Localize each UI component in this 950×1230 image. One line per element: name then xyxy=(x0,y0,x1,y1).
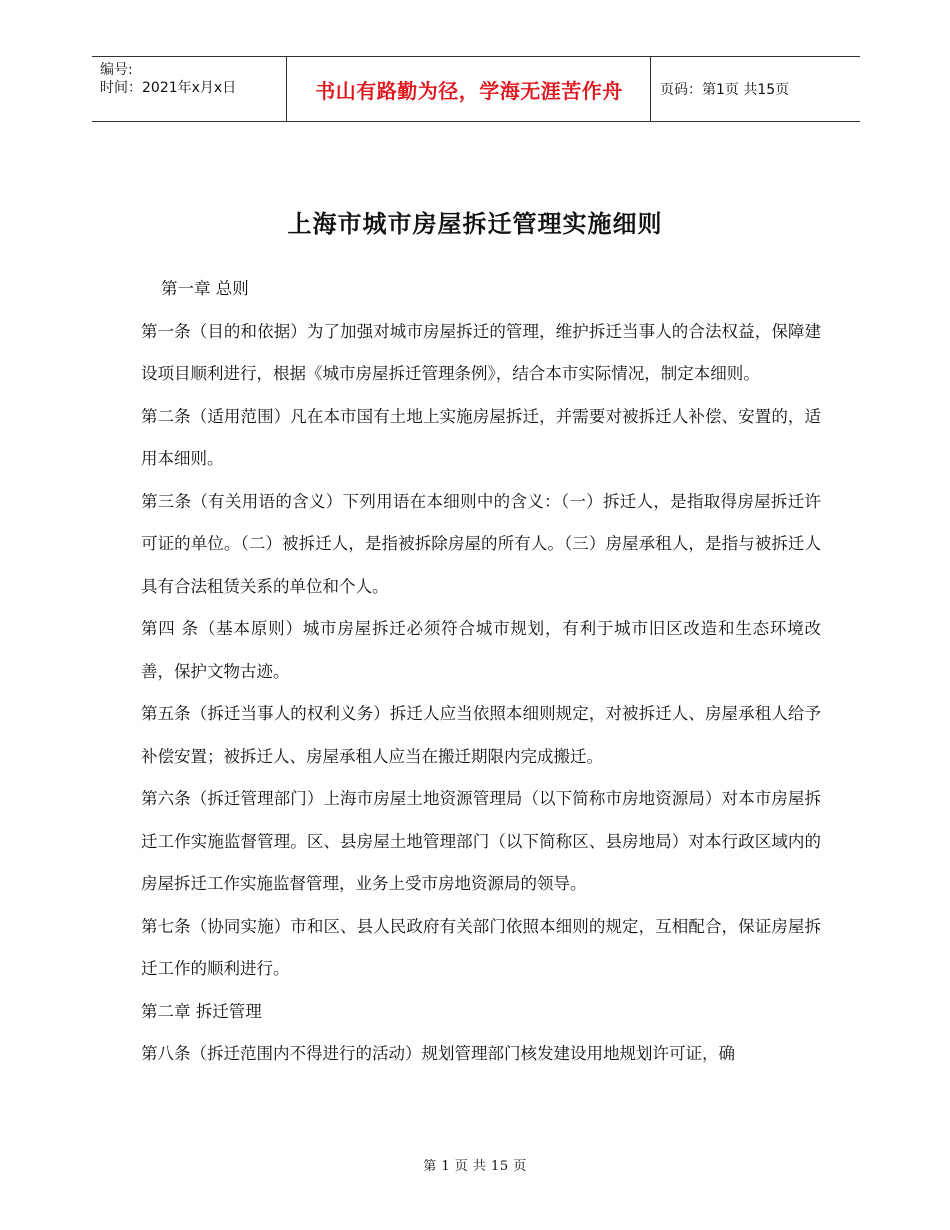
header-motto: 书山有路勤为径，学海无涯苦作舟 xyxy=(315,78,623,103)
article-2: 第二条（适用范围）凡在本市国有土地上实施房屋拆迁，并需要对被拆迁人补偿、安置的，适用本细则。 xyxy=(141,406,821,468)
article-4: 第四 条（基本原则）城市房屋拆迁必须符合城市规划，有利于城市旧区改造和生态环境改善，保护文物古迹。 xyxy=(141,619,821,681)
document-number-label: 编号: xyxy=(100,62,133,78)
header-divider-left xyxy=(286,57,287,121)
article-3: 第三条（有关用语的含义）下列用语在本细则中的含义：（一）拆迁人，是指取得房屋拆迁许可证的单位。（二）被拆迁人，是指被拆除房屋的所有人。（三）房屋承租人，是指与被拆迁人具有合法租赁关系的单位和个人。 xyxy=(141,491,821,596)
header-meta xyxy=(100,61,286,97)
document-title: 上海市城市房屋拆迁管理实施细则 xyxy=(287,210,663,238)
article-5: 第五条（拆迁当事人的权利义务）拆迁人应当依照本细则规定，对被拆迁人、房屋承租人给予补偿安置；被拆迁人、房屋承租人应当在搬迁期限内完成搬迁。 xyxy=(141,704,821,766)
document-time-label: 时间：2021年x月x日 xyxy=(100,80,237,96)
document-header xyxy=(92,56,860,122)
page-footer: 第 1 页 共 15 页 xyxy=(423,1159,527,1174)
chapter-heading-1: 第一章 总则 xyxy=(161,279,249,298)
article-6: 第六条（拆迁管理部门）上海市房屋土地资源管理局（以下简称市房地资源局）对本市房屋拆迁工作实施监督管理。区、县房屋土地管理部门（以下简称区、县房地局）对本行政区域内的房屋拆迁工作实施监督管理，业务上受市房地资源局的领导。 xyxy=(141,789,821,893)
article-8: 第八条（拆迁范围内不得进行的活动）规划管理部门核发建设用地规划许可证，确 xyxy=(141,1044,735,1063)
document-body xyxy=(141,268,821,1076)
chapter-heading-2: 第二章 拆迁管理 xyxy=(141,1001,262,1021)
article-1: 第一条（目的和依据）为了加强对城市房屋拆迁的管理，维护拆迁当事人的合法权益，保障建设项目顺利进行，根据《城市房屋拆迁管理条例》，结合本市实际情况，制定本细则。 xyxy=(141,321,821,383)
article-7: 第七条（协同实施）市和区、县人民政府有关部门依照本细则的规定，互相配合，保证房屋拆迁工作的顺利进行。 xyxy=(141,916,821,978)
header-page-info: 页码：第1页 共15页 xyxy=(660,82,790,98)
header-divider-right xyxy=(650,57,651,121)
